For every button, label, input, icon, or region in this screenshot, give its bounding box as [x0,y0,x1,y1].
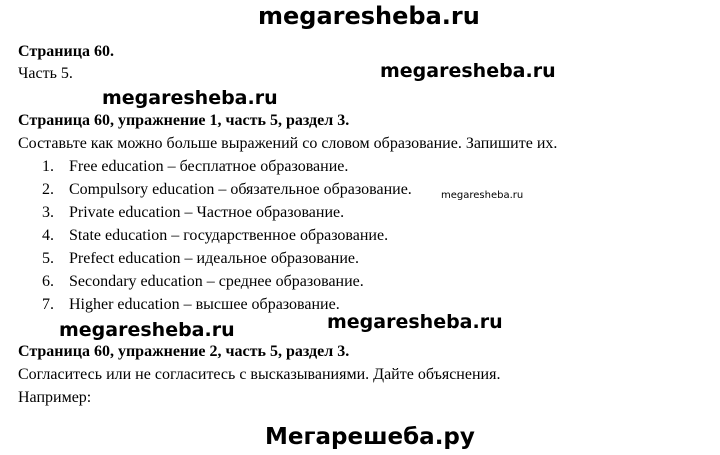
list-item-number: 4. [42,227,54,244]
page-heading: Страница 60. [18,43,114,60]
list-item [42,182,412,198]
list-item-number: 1. [42,158,54,175]
list-item-text: Free education – бесплатное образование. [69,158,349,175]
list-item [42,297,340,313]
list-item-number: 6. [42,273,54,290]
list-item-text: State education – государственное образование. [69,227,389,244]
exercise1-heading: Страница 60, упражнение 1, часть 5, раздел 3. [18,112,350,129]
exercise2-example-label: Например: [18,389,92,406]
watermark: megaresheba.ru [380,60,556,82]
list-item-number: 2. [42,181,54,198]
list-item [42,159,348,175]
list-item [42,251,359,267]
exercise2-instruction: Согласитесь или не согласитесь с высказываниями. Дайте объяснения. [18,366,501,383]
watermark-bottom: Мегарешеба.ру [265,424,475,450]
list-item-number: 5. [42,250,54,267]
exercise1-instruction: Составьте как можно больше выражений со словом образование. Запишите их. [18,135,558,152]
list-item [42,274,364,290]
watermark-small: megaresheba.ru [441,190,524,201]
list-item-text: Secondary education – среднее образование. [69,273,364,290]
list-item-number: 7. [42,296,54,313]
list-item [42,205,344,221]
watermark: megaresheba.ru [59,319,235,341]
list-item-text: Higher education – высшее образование. [69,296,340,313]
list-item-text: Compulsory education – обязательное образование. [69,181,412,198]
list-item-number: 3. [42,204,54,221]
part-label: Часть 5. [18,65,73,82]
exercise2-heading: Страница 60, упражнение 2, часть 5, раздел 3. [18,343,350,360]
list-item-text: Prefect education – идеальное образование. [69,250,360,267]
watermark-top: megaresheba.ru [258,2,480,30]
list-item-text: Private education – Частное образование. [69,204,345,221]
watermark: megaresheba.ru [327,311,503,333]
watermark: megaresheba.ru [102,87,278,109]
list-item [42,228,388,244]
